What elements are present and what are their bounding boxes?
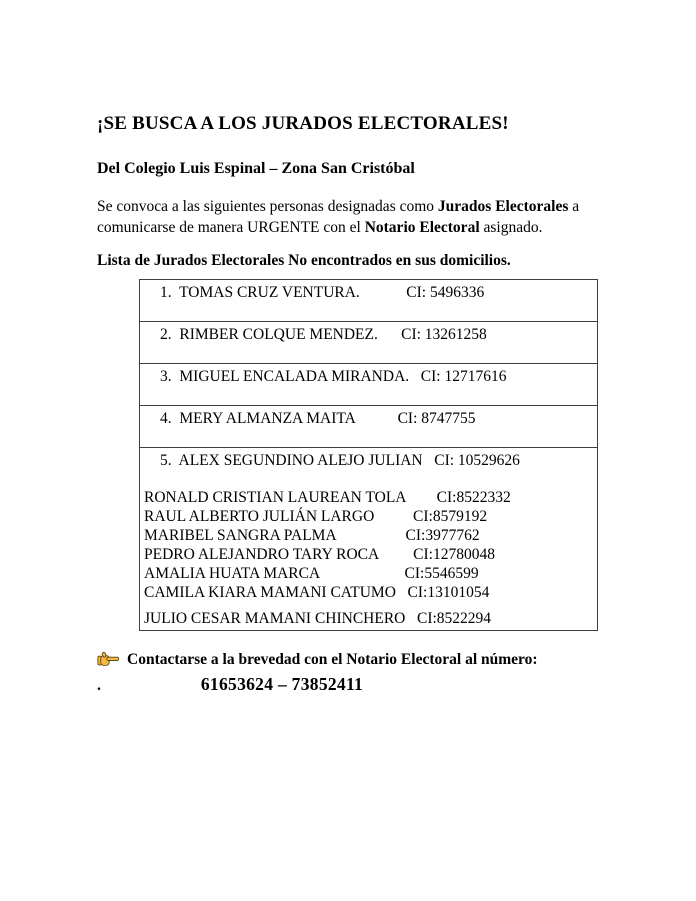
intro-segment: Se convoca a las siguientes personas designadas como (97, 198, 438, 215)
juror-entry: MARIBEL SANGRA PALMA CI:3977762 (144, 527, 480, 544)
juror-entry: RAUL ALBERTO JULIÁN LARGO CI:8579192 (144, 508, 488, 525)
jurados-table (139, 279, 598, 631)
phone-line (97, 674, 606, 695)
table-row (140, 364, 597, 406)
table-row (140, 280, 597, 322)
page-subtitle: Del Colegio Luis Espinal – Zona San Cristóbal (97, 160, 415, 177)
pointing-hand-right-icon (97, 651, 120, 668)
juror-entry: 5. ALEX SEGUNDINO ALEJO JULIAN CI: 10529626 (160, 452, 520, 469)
juror-entry: 4. MERY ALMANZA MAITA CI: 8747755 (160, 410, 476, 427)
juror-entry: 2. RIMBER COLQUE MENDEZ. CI: 13261258 (160, 326, 487, 343)
leading-dot: . (97, 677, 101, 694)
juror-entry: 1. TOMAS CRUZ VENTURA. CI: 5496336 (160, 284, 485, 301)
table-row (140, 322, 597, 364)
contact-text: Contactarse a la brevedad con el Notario Electoral al número: (127, 651, 538, 668)
juror-entry: PEDRO ALEJANDRO TARY ROCA CI:12780048 (144, 546, 495, 563)
blank-line (144, 602, 593, 609)
page-title: ¡SE BUSCA A LOS JURADOS ELECTORALES! (97, 113, 509, 134)
intro-paragraph (97, 196, 602, 238)
intro-segment-bold: Jurados Electorales (437, 198, 569, 215)
table-row (140, 448, 597, 630)
intro-segment: a comunicarse de manera URGENTE con el (97, 198, 580, 236)
intro-segment-bold: Notario Electoral (364, 219, 480, 236)
juror-entry: CAMILA KIARA MAMANI CATUMO CI:13101054 (144, 584, 490, 601)
phone-numbers: 61653624 – 73852411 (200, 674, 364, 694)
intro-segment: asignado. (479, 219, 543, 236)
blank-line (144, 470, 593, 488)
juror-entry: RONALD CRISTIAN LAUREAN TOLA CI:8522332 (144, 489, 511, 506)
juror-entry: JULIO CESAR MAMANI CHINCHERO CI:8522294 (144, 610, 492, 627)
contact-instruction (97, 651, 606, 668)
table-row (140, 406, 597, 448)
juror-entry: AMALIA HUATA MARCA CI:5546599 (144, 565, 479, 582)
juror-entry: 3. MIGUEL ENCALADA MIRANDA. CI: 12717616 (160, 368, 507, 385)
list-heading: Lista de Jurados Electorales No encontrados en sus domicilios. (97, 252, 511, 269)
